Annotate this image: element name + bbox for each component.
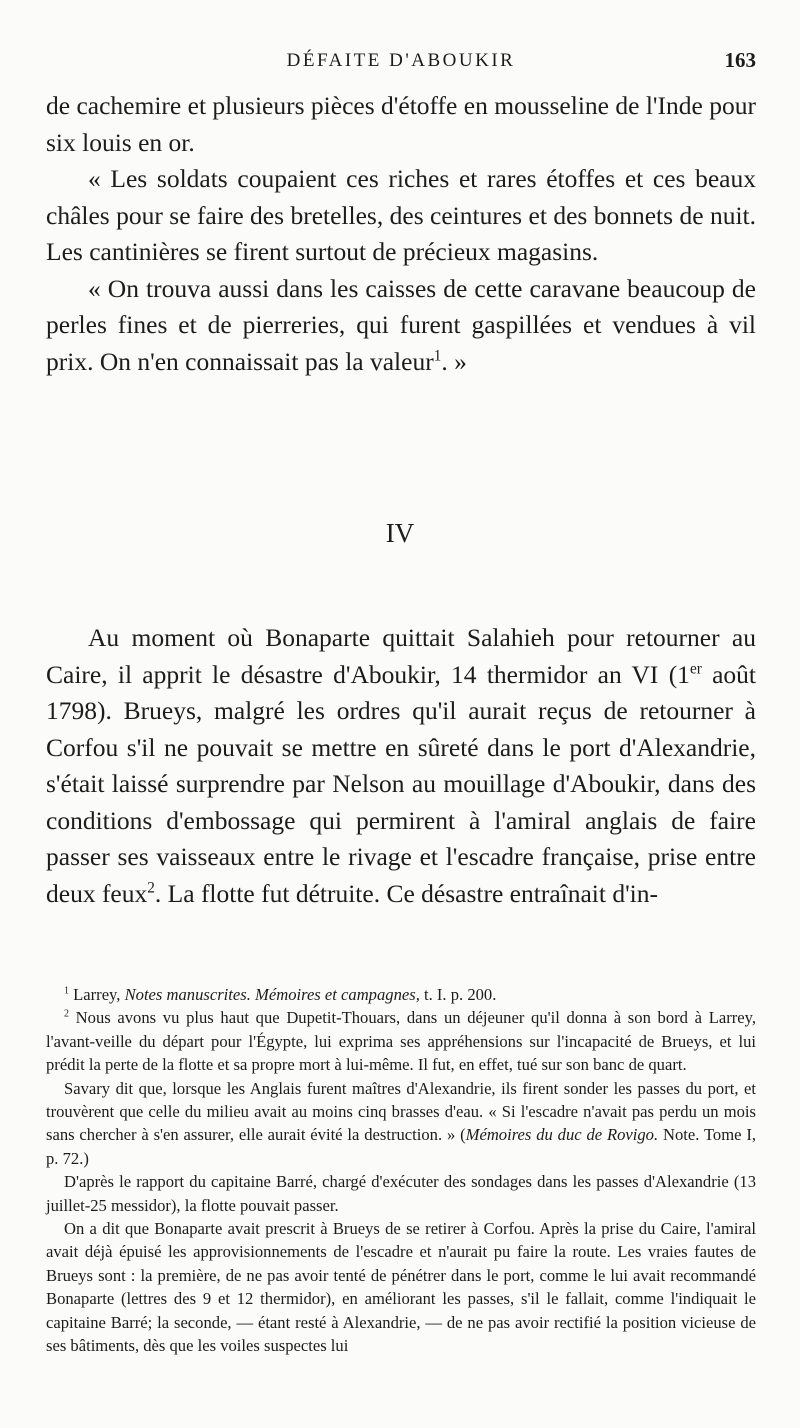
footnote-savary-text: Savary dit que, lorsque les Anglais furent maîtres d'Alexandrie, ils firent sonder les passes du port, et trouvèrent que celle du milieu avait au moins cinq brasses d'eau. « Si l'escadre n'avait pas perdu un mois sans chercher à s'en assurer, elle aurait évité la destruction. » ( [46,1078,756,1145]
paragraph-aboukir-part-c: . La flotte fut détruite. Ce désastre entraînait d'in- [154,878,658,908]
paragraph-quote-caravane-text: « On trouva aussi dans les caisses de cette caravane beaucoup de perles fines et de pierreries, qui furent gaspillées et vendues à vil prix. On n'en connaissait pas la valeur [46,273,756,376]
footnote-2-mark: 2 [64,1008,69,1020]
footnote-savary-ref: Note. Tome I, p. 72.) [46,1125,757,1168]
footnote-2 [46,1006,756,1076]
footnote-ref-2: 2 [147,879,155,896]
running-title: DÉFAITE D'ABOUKIR [286,50,516,71]
footnote-1-mark: 1 [64,985,69,997]
footnote-ref-1: 1 [433,347,442,364]
footnote-2-barre: D'après le rapport du capitaine Barré, chargé d'exécuter des sondages dans les passes d'Alexandrie (13 juillet-25 messidor), la flotte pouvait passer. [46,1172,756,1215]
footnote-savary-title: Mémoires du duc de Rovigo. [465,1125,659,1145]
paragraph-quote-caravane [46,271,756,381]
text-block-top [46,88,756,380]
paragraph-continuation: de cachemire et plusieurs pièces d'étoffe en mousseline de l'Inde pour six louis en or. [46,91,756,157]
footnote-1-author: Larrey, [73,985,125,1004]
page-number: 163 [724,48,756,72]
section-heading: IV [385,518,415,548]
paragraph-quote-caravane-end: . » [441,346,467,376]
paragraph-aboukir-part-b: août 1798). Brueys, malgré les ordres qu'il aurait reçus de retourner à Corfou s'il ne pouvait se mettre en sûreté dans le port d'Alexandrie, s'était laissé surprendre par Nelson au mouillage d'Aboukir, dans des conditions d'embossage qui permirent à l'amiral anglais de faire passer ses vaisseaux entre le rivage et l'escadre française, prise entre deux feux [46,659,756,908]
footnote-1 [46,983,756,1006]
footnotes [46,983,756,1358]
footnote-2-text: Nous avons vu plus haut que Dupetit-Thouars, dans un déjeuner qu'il donna à son bord à Larrey, l'avant-veille du départ pour l'Égypte, lui exprima ses appréhensions sur l'incapacité de Brueys, et lui prédit la perte de la flotte et sa propre mort à lui-même. Il fut, en effet, tué sur son banc de quart. [46,1008,756,1075]
page-header [46,46,756,76]
paragraph-aboukir-part-a: Au moment où Bonaparte quittait Salahieh pour retourner au Caire, il apprit le désastre d'Aboukir, 14 thermidor an VI (1 [46,623,756,689]
paragraph-quote-soldats: « Les soldats coupaient ces riches et rares étoffes et ces beaux châles pour se faire des bretelles, des ceintures et des bonnets de nuit. Les cantinières se firent surtout de précieux magasins. [46,164,756,266]
ordinal-superscript: er [689,660,702,677]
footnote-1-title: Notes manuscrites. Mémoires et campagnes, [124,985,420,1004]
footnote-1-ref: t. I. p. 200. [419,985,497,1004]
footnote-2-corfou: On a dit que Bonaparte avait prescrit à Brueys de se retirer à Corfou. Après la prise du Caire, l'amiral avait déjà épuisé les approvisionnements de l'escadre et n'aurait pu faire la route. Les vraies fautes de Brueys sont : la première, de ne pas avoir tenté de pénétrer dans le port, comme le lui avait recommandé Bonaparte (lettres des 9 et 12 thermidor), en améliorant les passes, s'il le fallait, comme l'indiquait le capitaine Barré; la seconde, — étant resté à Alexandrie, — de ne pas avoir rectifié la position vicieuse de ses bâtiments, dès que les voiles suspectes lui [46,1219,756,1356]
text-block-section-iv [46,620,756,912]
paragraph-aboukir [46,620,756,912]
footnote-2-savary [46,1077,756,1171]
